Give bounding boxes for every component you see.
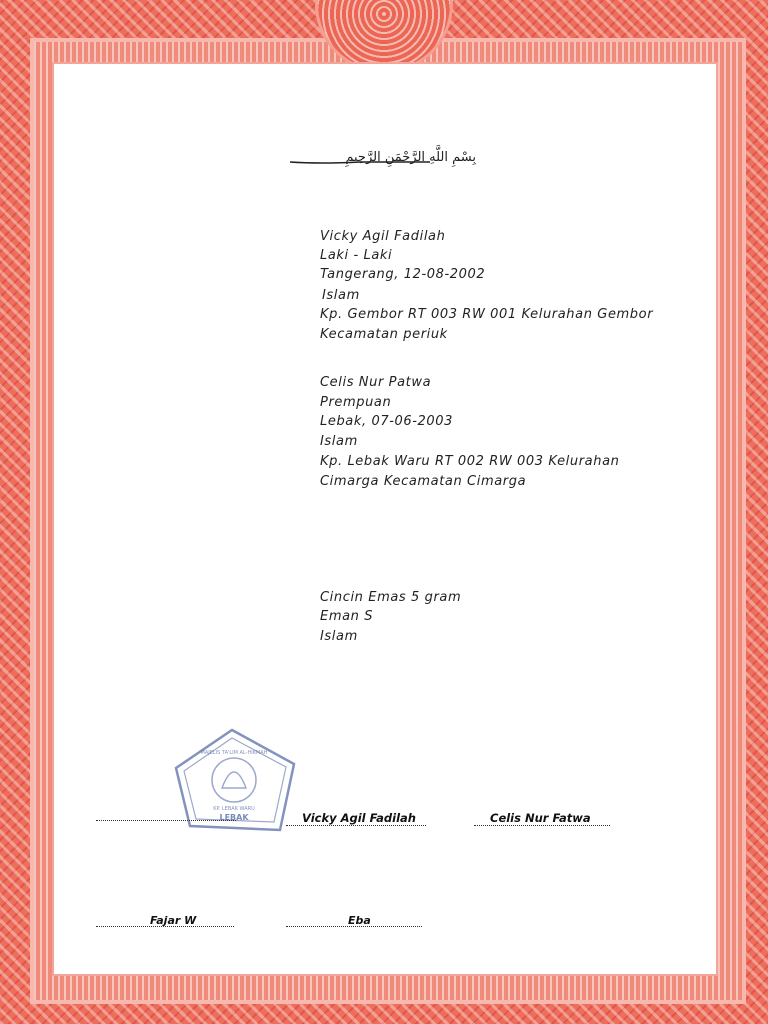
bismillah-calligraphy — [280, 142, 480, 172]
bride-birth: Lebak, 07-06-2003 — [320, 414, 454, 429]
signature-line-witness1 — [96, 926, 234, 927]
bride-name: Celis Nur Patwa — [320, 375, 432, 390]
bride-gender: Prempuan — [320, 395, 392, 410]
groom-gender: Laki - Laki — [320, 248, 393, 263]
bride-address-line2: Cimarga Kecamatan Cimarga — [320, 474, 527, 489]
groom-address-line1: Kp. Gembor RT 003 RW 001 Kelurahan Gembor — [320, 307, 654, 322]
signature-line-groom — [286, 825, 426, 826]
groom-address-line2: Kecamatan periuk — [320, 327, 448, 342]
signature-line-witness2 — [286, 926, 422, 927]
bride-religion: Islam — [320, 434, 358, 449]
signature-line-bride — [474, 825, 610, 826]
signature-witness2-name: Eba — [348, 914, 371, 927]
signature-bride-name: Celis Nur Fatwa — [490, 811, 591, 825]
signature-line-official — [96, 820, 236, 821]
dowry-religion: Islam — [320, 629, 358, 644]
stamp-text-top: MAJELIS TA'LIM AL-HIKMAH — [200, 750, 268, 756]
signature-groom-name: Vicky Agil Fadilah — [302, 811, 416, 825]
certificate-paper — [52, 62, 718, 976]
stamp-text-mid: KP. LEBAK WARU — [213, 806, 255, 812]
groom-religion: Islam — [322, 288, 360, 303]
signature-witness1-name: Fajar W — [150, 914, 197, 927]
dowry-item: Cincin Emas 5 gram — [320, 590, 462, 605]
stamp-text-bottom: LEBAK — [219, 813, 249, 822]
groom-birth: Tangerang, 12-08-2002 — [320, 267, 486, 282]
dowry-name: Eman S — [320, 609, 374, 624]
bismillah-text: بِسْمِ اللَّهِ الرَّحْمَنِ الرَّحِيمِ — [345, 150, 476, 165]
bride-address-line1: Kp. Lebak Waru RT 002 RW 003 Kelurahan — [320, 454, 620, 469]
groom-name: Vicky Agil Fadilah — [320, 229, 446, 244]
official-stamp — [172, 726, 300, 834]
